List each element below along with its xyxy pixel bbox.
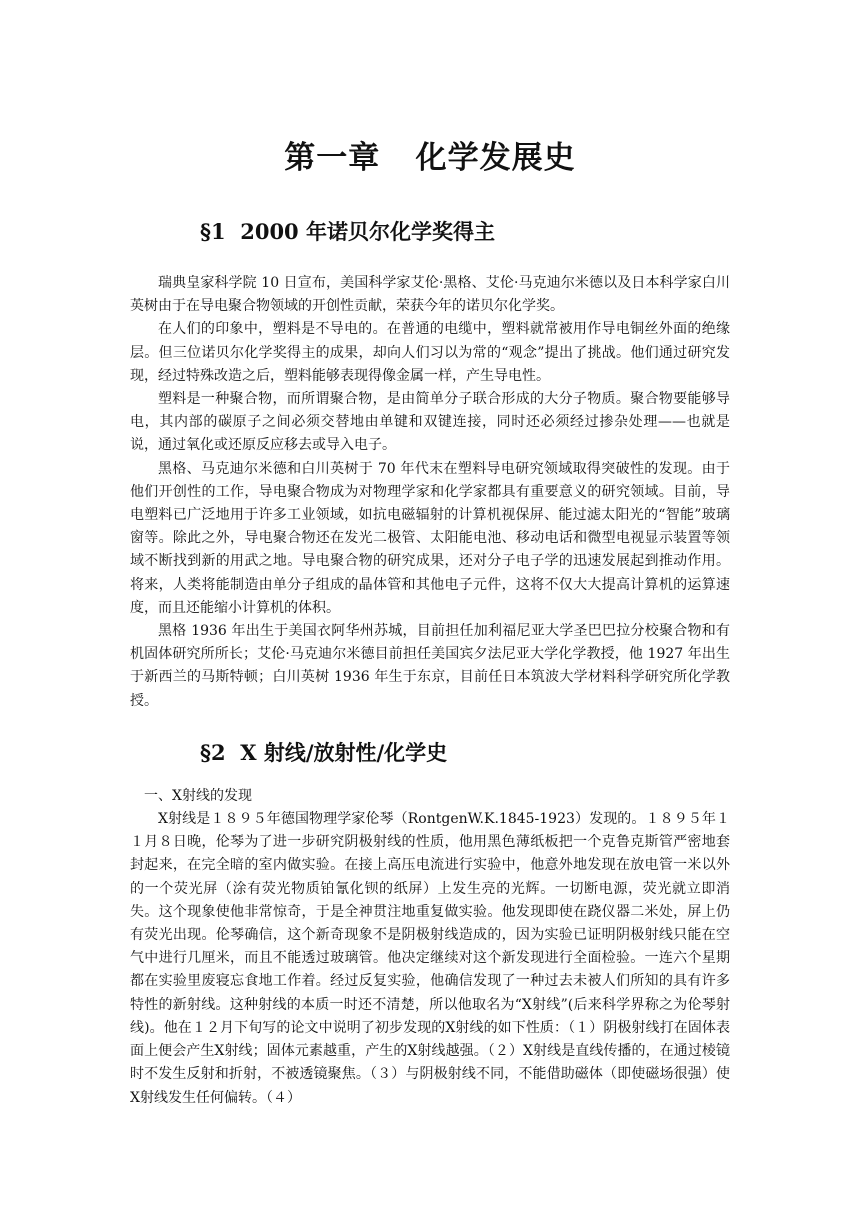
- paragraph: 在人们的印象中，塑料是不导电的。在普通的电缆中，塑料就常被用作导电铜丝外面的绝缘层。但三位诺贝尔化学奖得主的成果，却向人们习以为常的“观念”提出了挑战。他们通过研究发现，经过特殊改造之后，塑料能够表现得像金属一样，产生导电性。: [130, 321, 730, 384]
- chapter-title: 第一章 化学发展史: [284, 140, 576, 176]
- paragraph: X射线是１８９５年德国物理学家伦琴（RontgenW.K.1845-1923）发现的。１８９５年１１月８日晚，伦琴为了进一步研究阴极射线的性质，他用黑色薄纸板把一个克鲁克斯管严密地套封起来，在完全暗的室内做实验。在接上高压电流进行实验中，他意外地发现在放电管一米以外的一个荧光屏（涂有荧光物质铂氰化钡的纸屏）上发生亮的光辉。一切断电源，荧光就立即消失。这个现象使他非常惊奇，于是全神贯注地重复做实验。他发现即使在跷仪器二米处，屏上仍有荧光出现。伦琴确信，这个新奇现象不是阴极射线造成的，因为实验已证明阴极射线只能在空气中进行几厘米，而且不能透过玻璃管。他决定继续对这个新发现进行全面检验。一连六个星期都在实验里废寝忘食地工作着。经过反复实验，他确信发现了一种过去未被人们所知的具有许多特性的新射线。这种射线的本质一时还不清楚，所以他取名为“X射线”(后来科学界称之为伦琴射线)。他在１２月下旬写的论文中说明了初步发现的X射线的如下性质：（１）阴极射线打在固体表面上便会产生X射线；固体元素越重，产生的X射线越强。（２）X射线是直线传播的，在通过棱镜时不发生反射和折射，不被透镜聚焦。（３）与阴极射线不同，不能借助磁体（即使磁场很强）使X射线发生任何偏转。（４）: [130, 811, 730, 1106]
- section-1-title: §1 2000 年诺贝尔化学奖得主: [200, 219, 495, 244]
- paragraph: 黑格、马克迪尔米德和白川英树于 70 年代末在塑料导电研究领域取得突破性的发现。由于他们开创性的工作，导电聚合物成为对物理学家和化学家都具有重要意义的研究领域。目前，导电塑料已广泛地用于许多工业领域，如抗电磁辐射的计算机视保屏、能过滤太阳光的“智能”玻璃窗等。除此之外，导电聚合物还在发光二极管、太阳能电池、移动电话和微型电视显示装置等领域不断找到新的用武之地。导电聚合物的研究成果，还对分子电子学的迅速发展起到推动作用。将来，人类将能制造由单分子组成的晶体管和其他电子元件，这将不仅大大提高计算机的运算速度，而且还能缩小计算机的体积。: [130, 460, 730, 616]
- paragraph: 瑞典皇家科学院 10 日宣布，美国科学家艾伦·黑格、艾伦·马克迪尔米德以及日本科学家白川英树由于在导电聚合物领域的开创性贡献，荣获今年的诺贝尔化学奖。: [130, 275, 730, 315]
- section-2-body: [130, 785, 730, 1110]
- section-1-body: [130, 272, 730, 713]
- paragraph: 塑料是一种聚合物，而所谓聚合物，是由简单分子联合形成的大分子物质。聚合物要能够导电，其内部的碳原子之间必须交替地由单键和双键连接，同时还必须经过掺杂处理——也就是说，通过氧化或还原反应移去或导入电子。: [130, 391, 730, 454]
- section-2-title: §2 X 射线/放射性/化学史: [200, 739, 448, 765]
- document-page: [130, 130, 730, 1110]
- paragraph: 黑格 1936 年出生于美国衣阿华州苏城，目前担任加利福尼亚大学圣巴巴拉分校聚合物和有机固体研究所所长；艾伦·马克迪尔米德目前担任美国宾夕法尼亚大学化学教授，他 1927 年出生于新西兰的马斯特顿；白川英树 1936 年生于东京，目前任日本筑波大学材料科学研究所化学教授。: [130, 623, 730, 709]
- sub-heading: 一、X射线的发现: [144, 787, 252, 804]
